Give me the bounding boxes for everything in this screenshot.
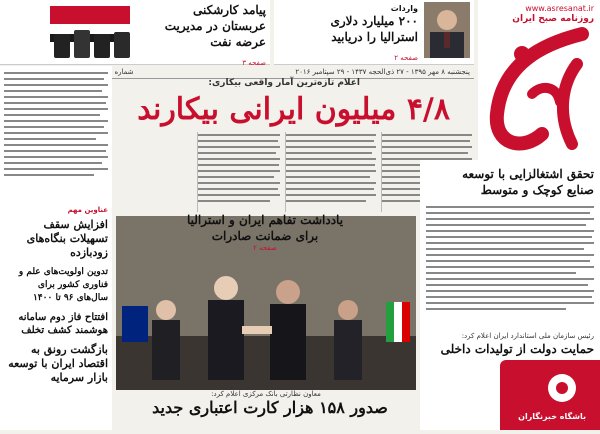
photo-caption: معاون نظارتی بانک مرکزی اعلام کرد: [211,390,321,398]
photo-headline-line1: یادداشت تفاهم ایران و استرالیا [186,213,344,227]
left-column-text [0,66,112,202]
photo-headline-box[interactable] [150,212,380,252]
person-silhouette-icon [424,2,470,58]
logo-graphic [482,24,596,158]
teaser-imports[interactable] [274,0,474,65]
issue-number: شماره [114,68,134,76]
teaser-oil-line3: عرضه نفت [210,35,266,49]
left-story-4[interactable]: بازگشت رونق به اقتصاد ایران با توسعه بازار سرمایه [8,343,108,384]
issue-date: پنجشنبه ۸ مهر ۱۳۹۵ - ۲۷ ذی‌الحجه ۱۴۳۷ - ۲۹ سپتامبر ۲۰۱۶ [295,68,470,76]
left-story-3[interactable]: افتتاح فاز دوم سامانه هوشمند کشف تخلف [18,312,108,336]
red-strip [592,360,600,430]
text-lines [286,132,378,212]
bottom-headline[interactable]: صدور ۱۵۸ هزار کارت اعتباری جدید [152,398,388,417]
right-headline-line1[interactable]: تحقق اشتغالزایی با توسعه [462,167,594,181]
photo-headline-pageref: صفحه ۲ [253,244,277,252]
teaser-imports-line1: ۲۰۰ میلیارد دلاری [330,14,418,28]
main-headline[interactable]: ۴/۸ میلیون ایرانی بیکارند [137,92,450,127]
masthead [478,0,600,160]
body-text-column [197,132,282,212]
teaser-oil[interactable] [0,0,270,65]
teaser-oil-pageref: صفحه ۳ [242,59,266,67]
club-badge-label: باشگاه خبرنگاران [518,412,586,421]
text-lines [198,132,282,212]
teaser-imports-kicker: واردات [390,4,418,13]
newspaper-tagline: روزنامه صبح ایران [512,14,594,24]
site-url[interactable]: www.asresanat.ir [525,4,594,13]
left-column-label: عناوین مهم [67,206,108,214]
newspaper-logo [482,24,596,158]
oil-barrel-icon [40,4,140,60]
teaser-imports-pageref: صفحه ۲ [394,54,418,62]
main-kicker: اعلام تازه‌ترین آمار واقعی بیکاری: [208,78,360,88]
person-photo [424,2,470,58]
left-story-2[interactable]: تدوین اولویت‌های علم و فناوری کشور برای سال‌های ۹۶ تا ۱۴۰۰ [18,267,108,303]
right-headline2[interactable]: حمایت دولت از تولیدات داخلی [440,342,594,356]
teaser-oil-line2: عربستان در مدیریت [164,19,266,33]
right-caption: رئیس سازمان ملی استاندارد ایران اعلام کرد: [461,332,594,340]
left-story-1[interactable]: افزایش سقف تسهیلات بنگاه‌های زودبازده [26,218,108,259]
photo-headline-line2: برای ضمانت صادرات [211,229,319,243]
oil-barrels-image [40,4,140,60]
text-lines [426,204,594,324]
text-lines [0,66,112,202]
teaser-imports-line2: استرالیا را دریابید [331,30,418,44]
right-headline-line2[interactable]: صنایع کوچک و متوسط [480,183,594,197]
body-text-column [285,132,378,212]
teaser-oil-line1: پیامد کارشکنی [193,3,266,17]
